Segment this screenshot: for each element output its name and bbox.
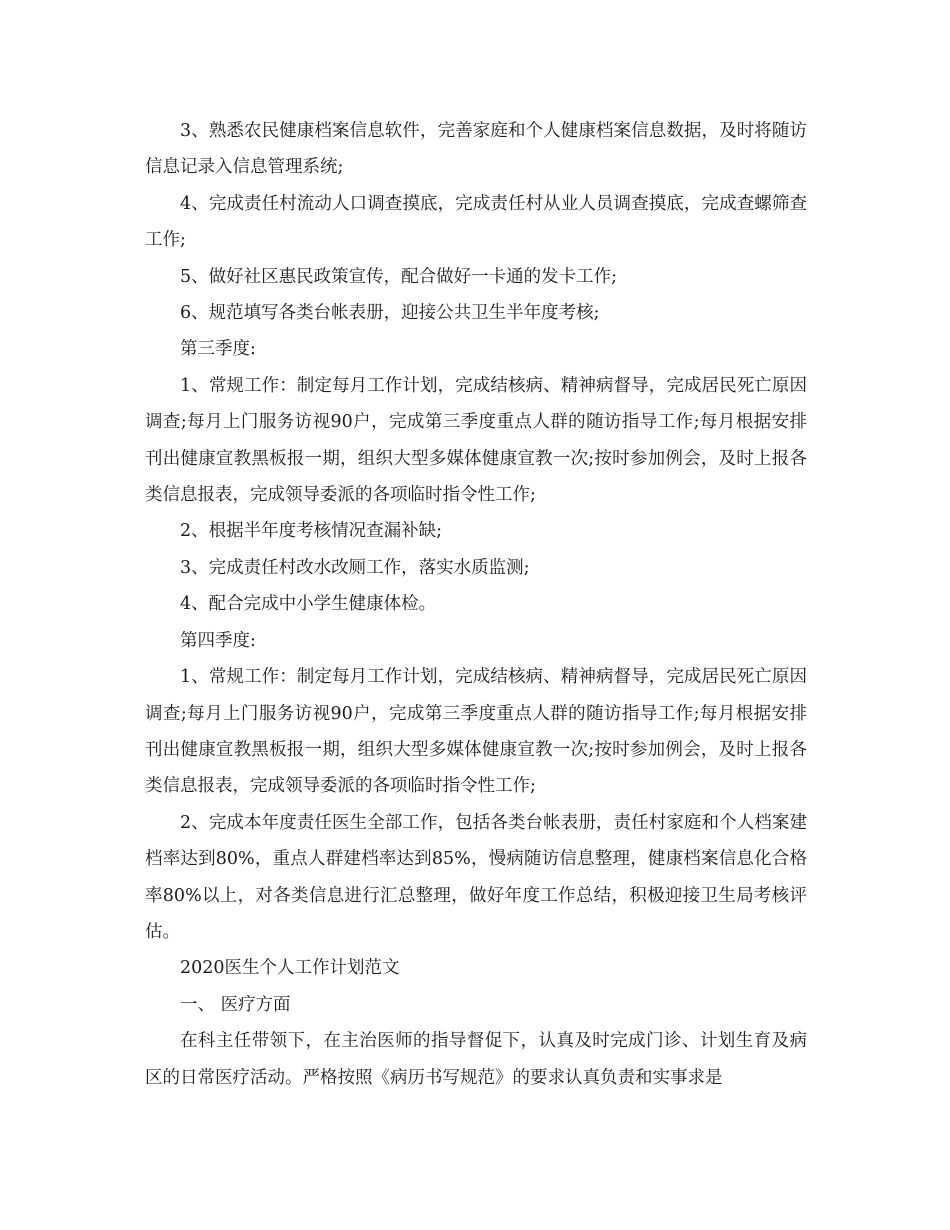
paragraph-q4-item-2: 2、完成本年度责任医生全部工作，包括各类台帐表册，责任村家庭和个人档案建档率达到80%，重点人群建档率达到85%，慢病随访信息整理，健康档案信息化合格率80%以上，对各类信息进行汇总整理，做好年度工作总结，积极迎接卫生局考核评估。 [145,812,807,942]
paragraph-item-4: 4、完成责任村流动人口调查摸底，完成责任村从业人员调查摸底，完成查螺筛查工作; [145,193,807,251]
article-title: 2020医生个人工作计划范文 [180,958,400,979]
paragraph-q4-item-1: 1、常规工作：制定每月工作计划，完成结核病、精神病督导，完成居民死亡原因调查;每月上门服务访视90户，完成第三季度重点人群的随访指导工作;每月根据安排刊出健康宣教黑板报一期，组织大型多媒体健康宣教一次;按时参加例会，及时上报各类信息报表，完成领导委派的各项临时指令性工作; [145,667,807,797]
paragraph-q3-item-3: 3、完成责任村改水改厕工作，落实水质监测; [180,557,530,578]
document-body [145,113,807,1096]
paragraph-q3-item-4: 4、配合完成中小学生健康体检。 [180,594,437,615]
section-heading-medical: 一、 医疗方面 [180,994,291,1015]
paragraph-q3-item-1: 1、常规工作：制定每月工作计划，完成结核病、精神病督导，完成居民死亡原因调查;每月上门服务访视90户，完成第三季度重点人群的随访指导工作;每月根据安排刊出健康宣教黑板报一期，组织大型多媒体健康宣教一次;按时参加例会，及时上报各类信息报表，完成领导委派的各项临时指令性工作; [145,375,807,506]
paragraph-item-3: 3、熟悉农民健康档案信息软件，完善家庭和个人健康档案信息数据，及时将随访信息记录入信息管理系统; [145,121,807,178]
paragraph-item-5: 5、做好社区惠民政策宣传，配合做好一卡通的发卡工作; [180,266,618,287]
paragraph-q3-item-2: 2、根据半年度考核情况查漏补缺; [180,521,443,542]
paragraph-medical-1: 在科主任带领下，在主治医师的指导督促下，认真及时完成门诊、计划生育及病区的日常医疗活动。严格按照《病历书写规范》的要求认真负责和实事求是 [145,1031,807,1088]
section-heading-q3: 第三季度: [180,339,256,360]
section-heading-q4: 第四季度: [180,630,256,651]
paragraph-item-6: 6、规范填写各类台帐表册，迎接公共卫生半年度考核; [180,303,600,324]
